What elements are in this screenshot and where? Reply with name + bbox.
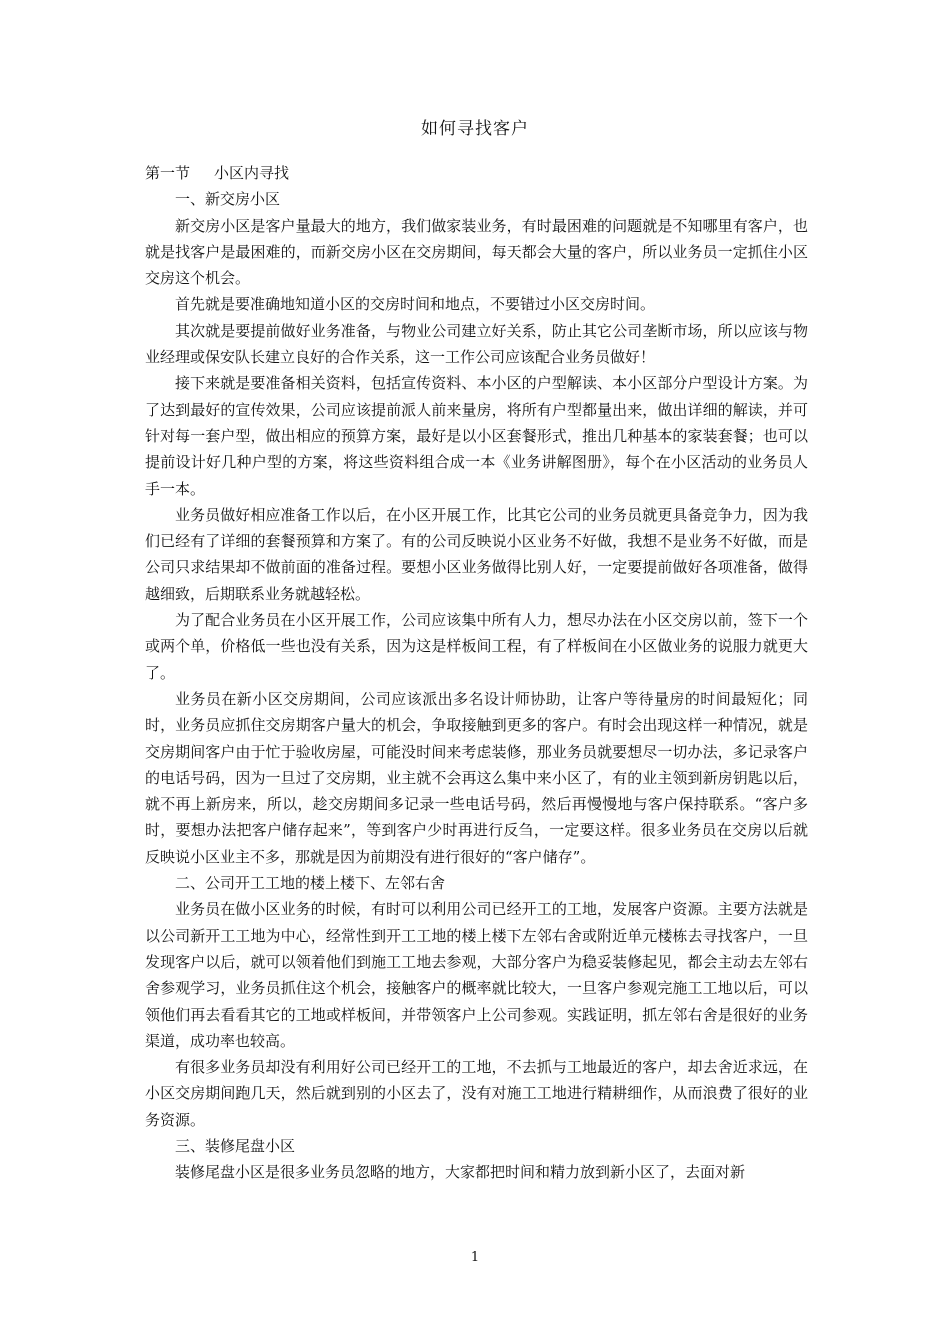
paragraph: 其次就是要提前做好业务准备，与物业公司建立好关系，防止其它公司垄断市场，所以应该与物业经理或保安队长建立良好的合作关系，这一工作公司应该配合业务员做好！	[145, 321, 808, 367]
section-heading	[145, 160, 808, 186]
section-number: 第一节	[145, 164, 191, 182]
page-number: 1	[470, 1250, 480, 1265]
paragraph: 首先就是要准确地知道小区的交房时间和地点，不要错过小区交房时间。	[175, 295, 656, 314]
subsection-heading: 一、新交房小区	[175, 190, 281, 209]
paragraph: 业务员在做小区业务的时候，有时可以利用公司已经开工的工地，发展客户资源。主要方法就是以公司新开工工地为中心，经常性到开工工地的楼上楼下左邻右舍或附近单元楼栋去寻找客户，一旦发现客户以后，就可以领着他们到施工工地去参观，大部分客户为稳妥装修起见，都会主动去左邻右舍参观学习，业务员抓住这个机会，接触客户的概率就比较大，一旦客户参观完施工工地以后，可以领他们再去看看其它的工地或样板间，并带领客户上公司参观。实践证明，抓左邻右舍是很好的业务渠道，成功率也较高。	[145, 900, 808, 1050]
paragraph: 为了配合业务员在小区开展工作，公司应该集中所有人力，想尽办法在小区交房以前，签下一个或两个单，价格低一些也没有关系，因为这是样板间工程，有了样板间在小区做业务的说服力就更大了。	[145, 611, 808, 682]
paragraph: 接下来就是要准备相关资料，包括宣传资料、本小区的户型解读、本小区部分户型设计方案。为了达到最好的宣传效果，公司应该提前派人前来量房，将所有户型都量出来，做出详细的解读，并可针对每一套户型，做出相应的预算方案，最好是以小区套餐形式，推出几种基本的家装套餐；也可以提前设计好几种户型的方案，将这些资料组合成一本《业务讲解图册》，每个在小区活动的业务员人手一本。	[145, 374, 808, 498]
subsection-heading: 三、装修尾盘小区	[175, 1136, 296, 1155]
paragraph: 业务员在新小区交房期间，公司应该派出多名设计师协助，让客户等待量房的时间最短化；同时，业务员应抓住交房期客户量大的机会，争取接触到更多的客户。有时会出现这样一种情况，就是交房期间客户由于忙于验收房屋，可能没时间来考虑装修，那业务员就要想尽一切办法，多记录客户的电话号码，因为一旦过了交房期，业主就不会再这么集中来小区了，有的业主领到新房钥匙以后，就不再上新房来，所以，趁交房期间多记录一些电话号码，然后再慢慢地与客户保持联系。“客户多时，要想办法把客户储存起来”，等到客户少时再进行反刍，一定要这样。很多业务员在交房以后就反映说小区业主不多，那就是因为前期没有进行很好的“客户储存”。	[145, 689, 808, 866]
paragraph: 新交房小区是客户量最大的地方，我们做家装业务，有时最困难的问题就是不知哪里有客户，也就是找客户是最困难的，而新交房小区在交房期间，每天都会大量的客户，所以业务员一定抓住小区交房这个机会。	[145, 216, 808, 288]
paragraph: 装修尾盘小区是很多业务员忽略的地方，大家都把时间和精力放到新小区了，去面对新	[175, 1163, 746, 1182]
section-name: 小区内寻找	[214, 164, 290, 182]
page-title: 如何寻找客户	[421, 119, 529, 139]
paragraph: 有很多业务员却没有利用好公司已经开工的工地，不去抓与工地最近的客户，却去舍近求远，在小区交房期间跑几天，然后就到别的小区去了，没有对施工工地进行精耕细作，从而浪费了很好的业务资源。	[145, 1058, 808, 1129]
paragraph: 业务员做好相应准备工作以后，在小区开展工作，比其它公司的业务员就更具备竞争力，因为我们已经有了详细的套餐预算和方案了。有的公司反映说小区业务不好做，我想不是业务不好做，而是公司只求结果却不做前面的准备过程。要想小区业务做得比别人好，一定要提前做好各项准备，做得越细致，后期联系业务就越轻松。	[145, 505, 808, 603]
document-body	[145, 160, 808, 1186]
subsection-heading: 二、公司开工工地的楼上楼下、左邻右舍	[175, 874, 446, 893]
